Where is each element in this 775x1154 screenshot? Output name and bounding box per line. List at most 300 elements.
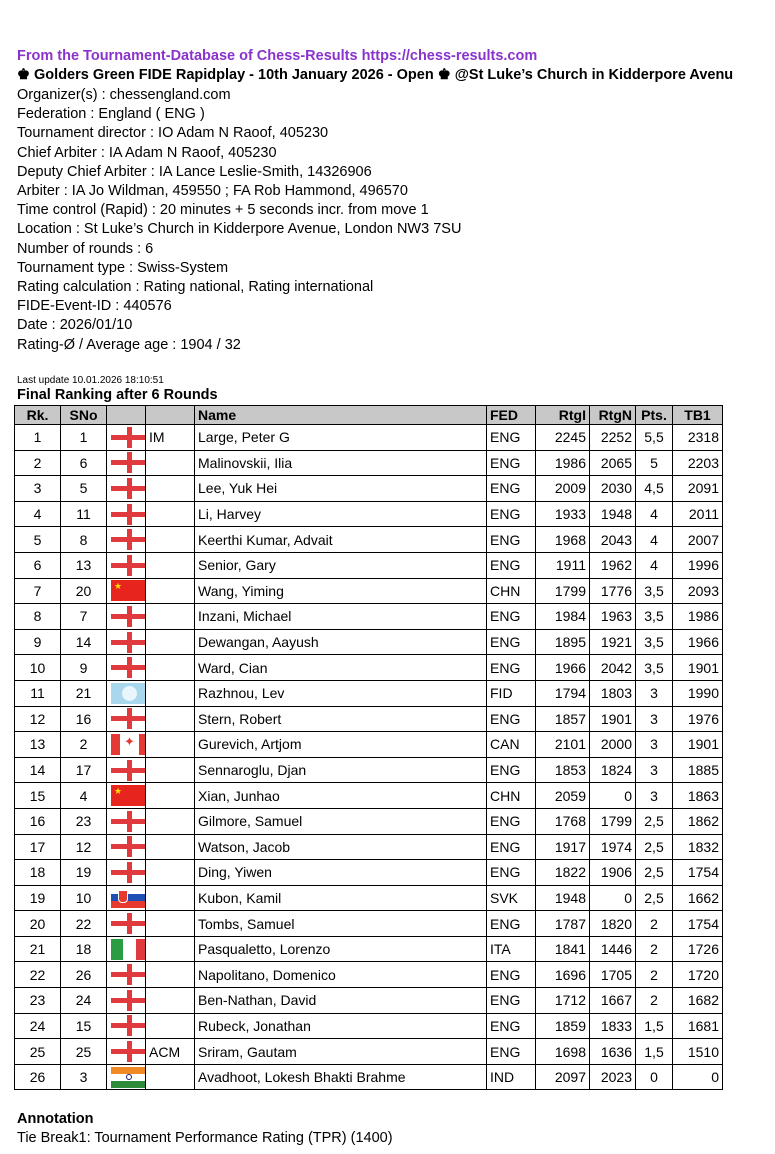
flag-eng-icon — [111, 760, 146, 781]
cell-rtgi: 1948 — [536, 885, 590, 911]
cell-flag — [107, 757, 146, 783]
cell-rank: 1 — [15, 425, 61, 451]
cell-sno: 4 — [61, 783, 107, 809]
cell-rtgn: 2043 — [590, 527, 636, 553]
cell-title: ACM — [146, 1039, 195, 1065]
info-fide-event-id: FIDE-Event-ID : 440576 — [17, 298, 172, 315]
cell-title — [146, 911, 195, 937]
cell-name[interactable]: Keerthi Kumar, Advait — [195, 527, 487, 553]
cell-name[interactable]: Wang, Yiming — [195, 578, 487, 604]
cell-fed: CHN — [487, 783, 536, 809]
cell-name[interactable]: Inzani, Michael — [195, 604, 487, 630]
cell-rank: 24 — [15, 1013, 61, 1039]
cell-fed: CHN — [487, 578, 536, 604]
info-location: Location : St Luke’s Church in Kidderpore Avenue, London NW3 7SU — [17, 221, 462, 238]
cell-rtgn: 2000 — [590, 732, 636, 758]
cell-name[interactable]: Tombs, Samuel — [195, 911, 487, 937]
cell-name[interactable]: Gilmore, Samuel — [195, 808, 487, 834]
cell-sno: 23 — [61, 808, 107, 834]
cell-sno: 20 — [61, 578, 107, 604]
table-row — [15, 476, 723, 502]
info-time-control: Time control (Rapid) : 20 minutes + 5 seconds incr. from move 1 — [17, 202, 429, 219]
cell-flag — [107, 732, 146, 758]
header-tb1[interactable]: TB1 — [673, 406, 723, 425]
cell-flag — [107, 476, 146, 502]
info-tournament-director: Tournament director : IO Adam N Raoof, 405230 — [17, 125, 329, 142]
cell-name[interactable]: Avadhoot, Lokesh Bhakti Brahme — [195, 1064, 487, 1090]
table-row — [15, 757, 723, 783]
cell-rtgi: 1984 — [536, 604, 590, 630]
cell-rtgn: 2023 — [590, 1064, 636, 1090]
info-chief-arbiter: Chief Arbiter : IA Adam N Raoof, 405230 — [17, 144, 277, 161]
table-header-row — [15, 406, 723, 425]
cell-name[interactable]: Ward, Cian — [195, 655, 487, 681]
cell-title — [146, 834, 195, 860]
cell-flag — [107, 604, 146, 630]
header-title — [146, 406, 195, 425]
cell-title — [146, 732, 195, 758]
cell-tb1: 1976 — [673, 706, 723, 732]
table-row — [15, 552, 723, 578]
cell-rtgn: 1446 — [590, 936, 636, 962]
cell-tb1: 1901 — [673, 732, 723, 758]
cell-title — [146, 604, 195, 630]
flag-eng-icon — [111, 964, 146, 985]
cell-pts: 2,5 — [636, 808, 673, 834]
cell-pts: 2 — [636, 988, 673, 1014]
table-row — [15, 578, 723, 604]
cell-title: IM — [146, 425, 195, 451]
cell-name[interactable]: Gurevich, Artjom — [195, 732, 487, 758]
flag-eng-icon — [111, 657, 146, 678]
cell-title — [146, 757, 195, 783]
header-rtgi[interactable]: RtgI — [536, 406, 590, 425]
cell-tb1: 2318 — [673, 425, 723, 451]
header-sno[interactable]: SNo — [61, 406, 107, 425]
cell-rtgn: 1833 — [590, 1013, 636, 1039]
ranking-title: Final Ranking after 6 Rounds — [17, 387, 218, 403]
cell-flag — [107, 834, 146, 860]
cell-title — [146, 936, 195, 962]
cell-rtgi: 1799 — [536, 578, 590, 604]
cell-fed: ENG — [487, 1013, 536, 1039]
cell-pts: 5 — [636, 450, 673, 476]
flag-eng-icon — [111, 632, 146, 653]
cell-tb1: 1662 — [673, 885, 723, 911]
tiebreak-note: Tie Break1: Tournament Performance Rating (TPR) (1400) — [17, 1130, 393, 1146]
cell-rtgn: 1803 — [590, 680, 636, 706]
cell-rtgi: 1768 — [536, 808, 590, 834]
cell-fed: ENG — [487, 476, 536, 502]
cell-rtgi: 1787 — [536, 911, 590, 937]
cell-rank: 11 — [15, 680, 61, 706]
cell-fed: ENG — [487, 706, 536, 732]
cell-title — [146, 680, 195, 706]
cell-tb1: 2011 — [673, 501, 723, 527]
cell-fed: ENG — [487, 629, 536, 655]
flag-chn-icon — [111, 580, 146, 601]
cell-rtgi: 2097 — [536, 1064, 590, 1090]
cell-name[interactable]: Stern, Robert — [195, 706, 487, 732]
cell-title — [146, 885, 195, 911]
cell-rtgi: 1968 — [536, 527, 590, 553]
cell-tb1: 1966 — [673, 629, 723, 655]
cell-fed: FID — [487, 680, 536, 706]
cell-tb1: 1990 — [673, 680, 723, 706]
info-rounds: Number of rounds : 6 — [17, 240, 154, 257]
table-row — [15, 655, 723, 681]
cell-fed: ENG — [487, 757, 536, 783]
table-row — [15, 808, 723, 834]
flag-eng-icon — [111, 452, 146, 473]
cell-rtgi: 1822 — [536, 860, 590, 886]
cell-rtgn: 2042 — [590, 655, 636, 681]
cell-title — [146, 450, 195, 476]
cell-rank: 26 — [15, 1064, 61, 1090]
cell-flag — [107, 936, 146, 962]
cell-name[interactable]: Pasqualetto, Lorenzo — [195, 936, 487, 962]
cell-rtgi: 1859 — [536, 1013, 590, 1039]
cell-rtgn: 1921 — [590, 629, 636, 655]
cell-name[interactable]: Sennaroglu, Djan — [195, 757, 487, 783]
cell-flag — [107, 501, 146, 527]
cell-pts: 4 — [636, 501, 673, 527]
cell-rtgi: 1857 — [536, 706, 590, 732]
cell-name[interactable]: Rubeck, Jonathan — [195, 1013, 487, 1039]
table-row — [15, 501, 723, 527]
cell-title — [146, 552, 195, 578]
tournament-info — [17, 86, 461, 355]
table-row — [15, 1039, 723, 1065]
cell-tb1: 0 — [673, 1064, 723, 1090]
info-organizer: Organizer(s) : chessengland.com — [17, 87, 231, 103]
cell-flag — [107, 680, 146, 706]
cell-sno: 6 — [61, 450, 107, 476]
cell-tb1: 2091 — [673, 476, 723, 502]
cell-title — [146, 1064, 195, 1090]
source-link[interactable]: From the Tournament-Database of Chess-Results https://chess-results.com — [17, 48, 538, 64]
cell-sno: 24 — [61, 988, 107, 1014]
cell-rtgn: 2030 — [590, 476, 636, 502]
cell-pts: 3,5 — [636, 629, 673, 655]
cell-title — [146, 527, 195, 553]
cell-rtgn: 0 — [590, 783, 636, 809]
cell-rtgi: 1794 — [536, 680, 590, 706]
table-row — [15, 860, 723, 886]
cell-flag — [107, 706, 146, 732]
cell-sno: 8 — [61, 527, 107, 553]
cell-rtgn: 1705 — [590, 962, 636, 988]
cell-sno: 12 — [61, 834, 107, 860]
cell-sno: 25 — [61, 1039, 107, 1065]
cell-rtgn: 1820 — [590, 911, 636, 937]
cell-pts: 0 — [636, 1064, 673, 1090]
cell-name[interactable]: Napolitano, Domenico — [195, 962, 487, 988]
cell-pts: 3 — [636, 680, 673, 706]
cell-name[interactable]: Ben-Nathan, David — [195, 988, 487, 1014]
table-row — [15, 885, 723, 911]
flag-eng-icon — [111, 504, 146, 525]
cell-sno: 2 — [61, 732, 107, 758]
cell-title — [146, 706, 195, 732]
flag-eng-icon — [111, 1015, 146, 1036]
cell-tb1: 1862 — [673, 808, 723, 834]
cell-tb1: 1682 — [673, 988, 723, 1014]
cell-rank: 23 — [15, 988, 61, 1014]
cell-flag — [107, 860, 146, 886]
table-row — [15, 783, 723, 809]
cell-rtgn: 1974 — [590, 834, 636, 860]
cell-name[interactable]: Large, Peter G — [195, 425, 487, 451]
cell-sno: 18 — [61, 936, 107, 962]
cell-tb1: 1901 — [673, 655, 723, 681]
cell-sno: 3 — [61, 1064, 107, 1090]
cell-flag — [107, 988, 146, 1014]
cell-name[interactable]: Dewangan, Aayush — [195, 629, 487, 655]
table-row — [15, 911, 723, 937]
cell-tb1: 1885 — [673, 757, 723, 783]
info-rating-average: Rating-Ø / Average age : 1904 / 32 — [17, 336, 241, 353]
flag-eng-icon — [111, 555, 146, 576]
cell-sno: 9 — [61, 655, 107, 681]
cell-rtgi: 1696 — [536, 962, 590, 988]
cell-tb1: 1720 — [673, 962, 723, 988]
table-row — [15, 425, 723, 451]
cell-rtgi: 2245 — [536, 425, 590, 451]
flag-eng-icon — [111, 990, 146, 1011]
cell-name[interactable]: Li, Harvey — [195, 501, 487, 527]
cell-flag — [107, 655, 146, 681]
cell-flag — [107, 1064, 146, 1090]
cell-pts: 1,5 — [636, 1013, 673, 1039]
cell-flag — [107, 962, 146, 988]
cell-rtgn: 1948 — [590, 501, 636, 527]
cell-sno: 7 — [61, 604, 107, 630]
header-pts[interactable]: Pts. — [636, 406, 673, 425]
cell-rank: 8 — [15, 604, 61, 630]
cell-rank: 5 — [15, 527, 61, 553]
cell-tb1: 1754 — [673, 911, 723, 937]
flag-eng-icon — [111, 529, 146, 550]
cell-tb1: 1754 — [673, 860, 723, 886]
cell-sno: 14 — [61, 629, 107, 655]
cell-sno: 16 — [61, 706, 107, 732]
cell-fed: ENG — [487, 1039, 536, 1065]
cell-pts: 3 — [636, 757, 673, 783]
cell-fed: SVK — [487, 885, 536, 911]
cell-tb1: 1986 — [673, 604, 723, 630]
cell-fed: ENG — [487, 450, 536, 476]
cell-rtgn: 1799 — [590, 808, 636, 834]
flag-svk-icon — [111, 887, 146, 908]
cell-sno: 11 — [61, 501, 107, 527]
flag-ind-icon — [111, 1067, 146, 1088]
cell-pts: 3,5 — [636, 655, 673, 681]
cell-sno: 17 — [61, 757, 107, 783]
cell-title — [146, 629, 195, 655]
table-row — [15, 962, 723, 988]
cell-fed: ENG — [487, 655, 536, 681]
flag-eng-icon — [111, 811, 146, 832]
cell-rtgn: 1962 — [590, 552, 636, 578]
flag-ita-icon — [111, 939, 146, 960]
cell-fed: IND — [487, 1064, 536, 1090]
cell-flag — [107, 425, 146, 451]
cell-sno: 5 — [61, 476, 107, 502]
cell-name[interactable]: Razhnou, Lev — [195, 680, 487, 706]
cell-rtgi: 1917 — [536, 834, 590, 860]
cell-sno: 19 — [61, 860, 107, 886]
cell-tb1: 1681 — [673, 1013, 723, 1039]
cell-pts: 4,5 — [636, 476, 673, 502]
cell-flag — [107, 1013, 146, 1039]
cell-tb1: 1726 — [673, 936, 723, 962]
cell-sno: 22 — [61, 911, 107, 937]
cell-rtgi: 1841 — [536, 936, 590, 962]
cell-rank: 10 — [15, 655, 61, 681]
cell-flag — [107, 629, 146, 655]
cell-tb1: 1996 — [673, 552, 723, 578]
cell-name[interactable]: Malinovskii, Ilia — [195, 450, 487, 476]
header-fed[interactable]: FED — [487, 406, 536, 425]
cell-rank: 6 — [15, 552, 61, 578]
ranking-table-body — [15, 425, 723, 1090]
flag-fid-icon — [111, 683, 146, 704]
cell-rtgn: 1901 — [590, 706, 636, 732]
cell-name[interactable]: Sriram, Gautam — [195, 1039, 487, 1065]
cell-rtgi: 2009 — [536, 476, 590, 502]
cell-tb1: 1832 — [673, 834, 723, 860]
cell-rtgn: 1636 — [590, 1039, 636, 1065]
cell-name[interactable]: Watson, Jacob — [195, 834, 487, 860]
cell-rank: 9 — [15, 629, 61, 655]
cell-fed: ENG — [487, 911, 536, 937]
flag-eng-icon — [111, 836, 146, 857]
cell-rtgi: 1895 — [536, 629, 590, 655]
header-rtgn[interactable]: RtgN — [590, 406, 636, 425]
header-rank[interactable]: Rk. — [15, 406, 61, 425]
cell-fed: ENG — [487, 425, 536, 451]
cell-rtgi: 1853 — [536, 757, 590, 783]
cell-rank: 20 — [15, 911, 61, 937]
table-row — [15, 527, 723, 553]
table-row — [15, 988, 723, 1014]
flag-eng-icon — [111, 1041, 146, 1062]
table-row — [15, 604, 723, 630]
cell-tb1: 2007 — [673, 527, 723, 553]
cell-name[interactable]: Xian, Junhao — [195, 783, 487, 809]
cell-title — [146, 655, 195, 681]
cell-pts: 4 — [636, 527, 673, 553]
cell-rank: 15 — [15, 783, 61, 809]
cell-pts: 2 — [636, 911, 673, 937]
cell-name[interactable]: Kubon, Kamil — [195, 885, 487, 911]
cell-rtgi: 2101 — [536, 732, 590, 758]
table-row — [15, 629, 723, 655]
annotation-heading: Annotation — [17, 1111, 94, 1127]
cell-fed: ENG — [487, 604, 536, 630]
cell-sno: 1 — [61, 425, 107, 451]
table-row — [15, 834, 723, 860]
header-flag — [107, 406, 146, 425]
cell-rtgn: 2252 — [590, 425, 636, 451]
cell-title — [146, 860, 195, 886]
cell-fed: ENG — [487, 988, 536, 1014]
cell-rtgn: 1906 — [590, 860, 636, 886]
info-arbiter: Arbiter : IA Jo Wildman, 459550 ; FA Rob Hammond, 496570 — [17, 183, 408, 200]
cell-flag — [107, 783, 146, 809]
cell-pts: 2 — [636, 962, 673, 988]
flag-eng-icon — [111, 478, 146, 499]
table-row — [15, 732, 723, 758]
cell-fed: ENG — [487, 501, 536, 527]
header-name[interactable]: Name — [195, 406, 487, 425]
cell-rtgn: 1824 — [590, 757, 636, 783]
cell-pts: 2,5 — [636, 885, 673, 911]
table-row — [15, 936, 723, 962]
cell-pts: 3 — [636, 706, 673, 732]
cell-fed: ENG — [487, 834, 536, 860]
cell-name[interactable]: Lee, Yuk Hei — [195, 476, 487, 502]
flag-eng-icon — [111, 606, 146, 627]
cell-rank: 7 — [15, 578, 61, 604]
cell-title — [146, 988, 195, 1014]
cell-rank: 2 — [15, 450, 61, 476]
cell-name[interactable]: Senior, Gary — [195, 552, 487, 578]
cell-title — [146, 476, 195, 502]
cell-rtgi: 1911 — [536, 552, 590, 578]
cell-fed: ENG — [487, 860, 536, 886]
cell-rank: 14 — [15, 757, 61, 783]
cell-fed: ENG — [487, 808, 536, 834]
cell-rtgi: 1698 — [536, 1039, 590, 1065]
cell-pts: 2 — [636, 936, 673, 962]
cell-rank: 19 — [15, 885, 61, 911]
cell-sno: 26 — [61, 962, 107, 988]
cell-title — [146, 783, 195, 809]
cell-flag — [107, 527, 146, 553]
cell-pts: 3 — [636, 783, 673, 809]
cell-title — [146, 501, 195, 527]
cell-title — [146, 962, 195, 988]
cell-sno: 15 — [61, 1013, 107, 1039]
cell-flag — [107, 552, 146, 578]
cell-rtgn: 1776 — [590, 578, 636, 604]
cell-rtgn: 0 — [590, 885, 636, 911]
cell-rank: 18 — [15, 860, 61, 886]
cell-rtgn: 1963 — [590, 604, 636, 630]
table-row — [15, 680, 723, 706]
cell-title — [146, 1013, 195, 1039]
cell-tb1: 1510 — [673, 1039, 723, 1065]
cell-fed: CAN — [487, 732, 536, 758]
cell-fed: ENG — [487, 527, 536, 553]
cell-name[interactable]: Ding, Yiwen — [195, 860, 487, 886]
table-row — [15, 1064, 723, 1090]
flag-eng-icon — [111, 862, 146, 883]
cell-rtgi: 1966 — [536, 655, 590, 681]
cell-pts: 4 — [636, 552, 673, 578]
cell-fed: ENG — [487, 552, 536, 578]
cell-title — [146, 808, 195, 834]
cell-flag — [107, 885, 146, 911]
cell-fed: ITA — [487, 936, 536, 962]
cell-pts: 3,5 — [636, 578, 673, 604]
cell-rtgi: 1986 — [536, 450, 590, 476]
flag-eng-icon — [111, 913, 146, 934]
cell-rank: 12 — [15, 706, 61, 732]
cell-rank: 13 — [15, 732, 61, 758]
